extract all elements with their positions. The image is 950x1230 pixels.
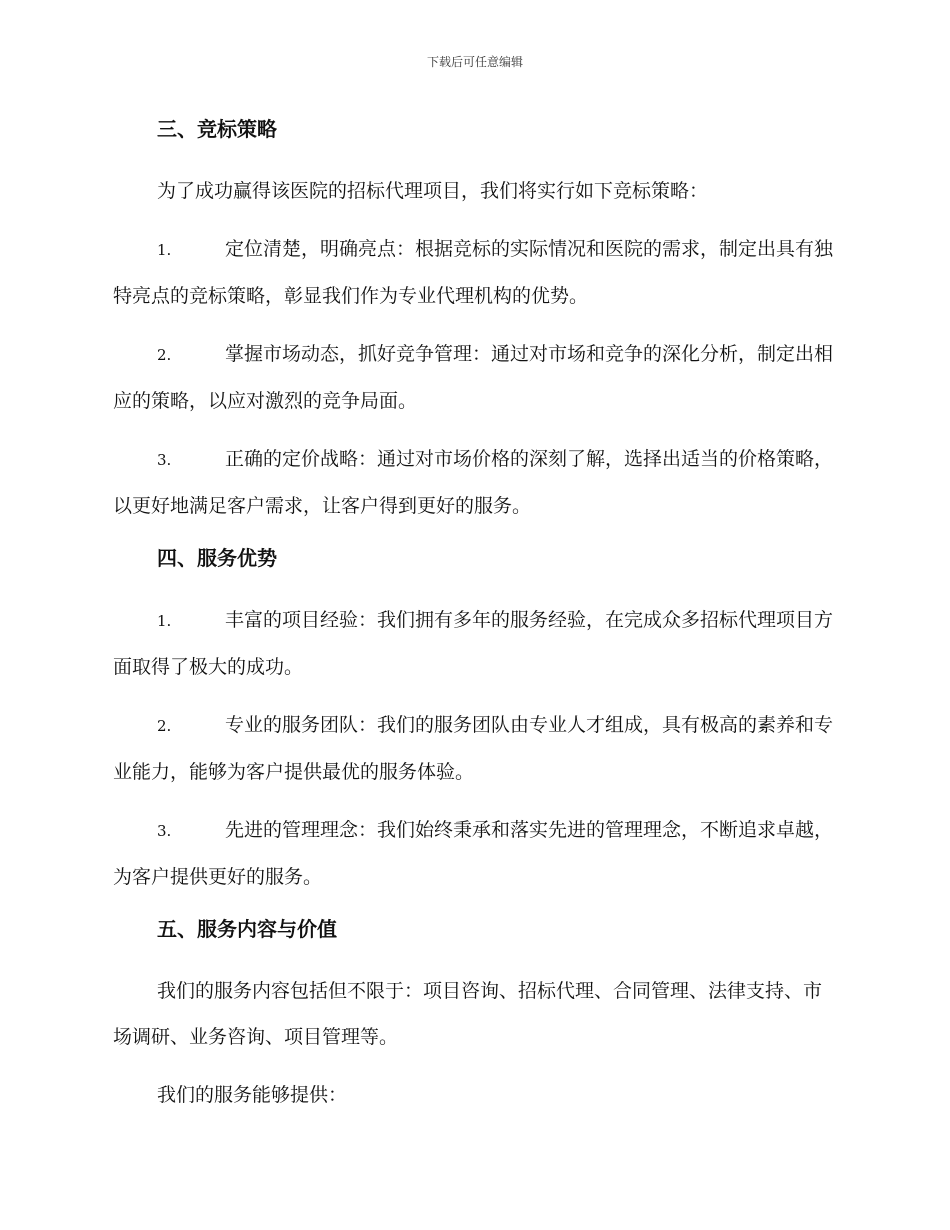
- list-item-number: 3.: [157, 822, 172, 840]
- page-header: 下载后可任意编辑: [426, 55, 523, 69]
- list-item: [113, 807, 833, 900]
- document-body: [113, 112, 833, 1130]
- list-item: [113, 331, 833, 424]
- list-item-text: 专业的服务团队：我们的服务团队由专业人才组成，具有极高的素养和专业能力，能够为客户提供最优的服务体验。: [113, 714, 834, 783]
- section-intro: 为了成功赢得该医院的招标代理项目，我们将实行如下竞标策略：: [157, 180, 709, 202]
- list-item-text: 正确的定价战略：通过对市场价格的深刻了解，选择出适当的价格策略，以更好地满足客户需求，让客户得到更好的服务。: [113, 448, 834, 517]
- list-item-text: 先进的管理理念：我们始终秉承和落实先进的管理理念，不断追求卓越，为客户提供更好的服务。: [113, 819, 834, 888]
- list-item-text: 丰富的项目经验：我们拥有多年的服务经验，在完成众多招标代理项目方面取得了极大的成功。: [113, 609, 834, 678]
- list-item-number: 3.: [157, 451, 172, 469]
- section-heading-service-advantages: 四、服务优势: [157, 546, 277, 570]
- list-item-number: 1.: [157, 612, 172, 630]
- list-item-text: 掌握市场动态，抓好竞争管理：通过对市场和竞争的深化分析，制定出相应的策略，以应对激烈的竞争局面。: [113, 343, 834, 412]
- list-item-number: 2.: [157, 717, 172, 735]
- list-item-number: 1.: [157, 241, 172, 259]
- list-item: [113, 597, 833, 690]
- section-paragraph: 我们的服务内容包括但不限于：项目咨询、招标代理、合同管理、法律支持、市场调研、业务咨询、项目管理等。: [113, 980, 823, 1048]
- list-item: [113, 436, 833, 529]
- list-item: [113, 226, 833, 319]
- section-paragraph: 我们的服务能够提供：: [157, 1084, 348, 1106]
- section-heading-service-content: 五、服务内容与价值: [157, 917, 337, 941]
- section-heading-bidding-strategy: 三、竞标策略: [157, 117, 277, 141]
- list-item: [113, 702, 833, 795]
- list-item-number: 2.: [157, 346, 172, 364]
- list-item-text: 定位清楚，明确亮点：根据竞标的实际情况和医院的需求，制定出具有独特亮点的竞标策略，彰显我们作为专业代理机构的优势。: [113, 238, 834, 307]
